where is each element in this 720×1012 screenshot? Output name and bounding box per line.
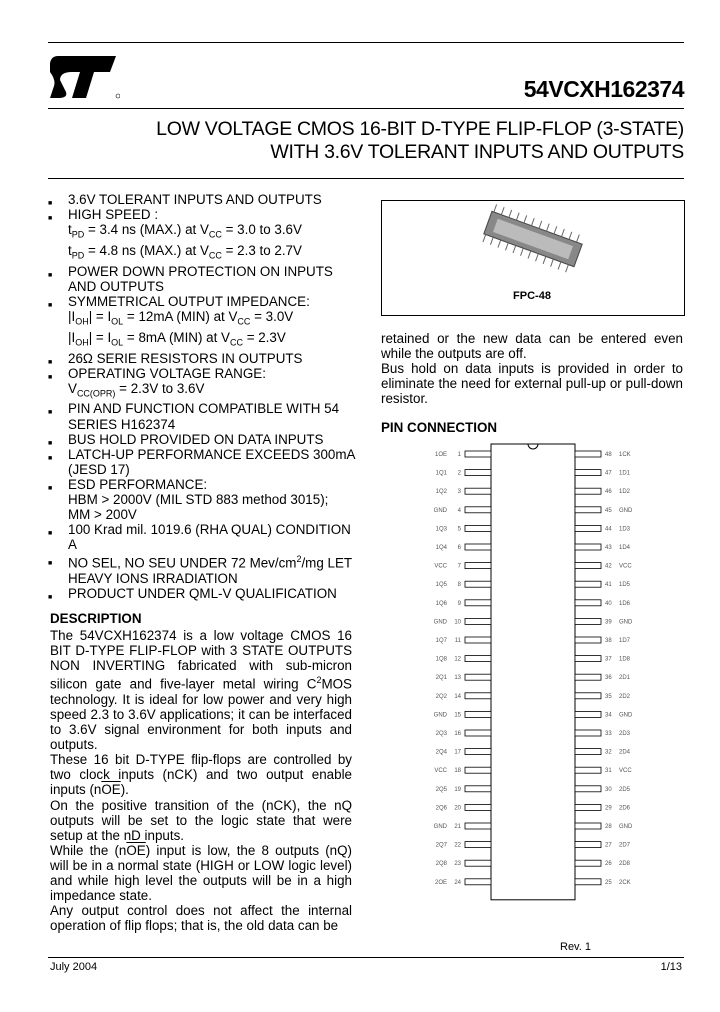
pin-label-right: VCC bbox=[619, 563, 632, 570]
pin-number-right: 46 bbox=[605, 489, 612, 496]
pin-label-left: VCC bbox=[434, 563, 447, 570]
pin-right bbox=[575, 711, 601, 717]
pin-number-left: 7 bbox=[457, 563, 461, 570]
pin-left bbox=[465, 488, 491, 494]
pin-number-left: 6 bbox=[457, 545, 461, 551]
pin-number-right: 26 bbox=[605, 861, 612, 868]
pin-left bbox=[465, 507, 491, 513]
pin-label-left: 2Q6 bbox=[435, 805, 447, 812]
pin-right bbox=[575, 600, 601, 606]
pin-label-right: 2D5 bbox=[619, 786, 631, 793]
pin-left bbox=[465, 804, 491, 810]
feature-item: ■ ESD PERFORMANCE: HBM > 2000V (MIL STD 883 method 3015); MM > 200V bbox=[48, 476, 329, 523]
pin-number-right: 30 bbox=[605, 786, 612, 793]
pin-right bbox=[575, 804, 601, 810]
pin-label-right: 2D6 bbox=[619, 805, 631, 812]
pin-right bbox=[575, 507, 601, 513]
pin-right bbox=[575, 544, 601, 550]
pin-number-left: 12 bbox=[454, 656, 461, 663]
pin-number-right: 42 bbox=[605, 563, 612, 570]
pin-connection-heading: PIN CONNECTION bbox=[381, 420, 498, 435]
feature-item: ■ 100 Krad mil. 1019.6 (RHA QUAL) CONDITION A bbox=[48, 522, 351, 553]
pin-label-right: 2D3 bbox=[619, 731, 631, 737]
pin-number-right: 32 bbox=[605, 749, 612, 756]
pin-number-left: 20 bbox=[454, 805, 461, 812]
pin-right bbox=[575, 581, 601, 587]
pin-right bbox=[575, 451, 601, 457]
description-continued: retained or the new data can be entered even while the outputs are off. Bus hold on data inputs is provided in order to eliminate the need for external pull-up or pull-down resistor. bbox=[381, 331, 683, 407]
feature-item: ■ OPERATING VOLTAGE RANGE: $V_{CC(OPR)} = 2.3V$ to 3.6V bbox=[48, 365, 266, 399]
feature-item: ■ BUS HOLD PROVIDED ON DATA INPUTS bbox=[48, 431, 324, 447]
pin-right bbox=[575, 563, 601, 569]
pin-label-right: GND bbox=[619, 712, 633, 719]
st-logo-icon bbox=[50, 52, 120, 102]
pin-label-right: 2D1 bbox=[619, 675, 631, 682]
package-label: FPC-48 bbox=[513, 290, 551, 302]
pin-label-left: GND bbox=[433, 824, 447, 830]
pin-number-right: 37 bbox=[605, 656, 612, 663]
pin-left bbox=[465, 451, 491, 457]
pin-number-right: 28 bbox=[605, 824, 612, 830]
pin-label-right: GND bbox=[619, 824, 633, 830]
pin-label-right: 2D8 bbox=[619, 861, 631, 868]
pin-left bbox=[465, 749, 491, 755]
pin-number-right: 34 bbox=[605, 712, 612, 719]
pin-label-right: 1D1 bbox=[619, 470, 631, 477]
pin-left bbox=[465, 618, 491, 624]
pin-label-right: 2D4 bbox=[619, 749, 631, 756]
footer-date: July 2004 bbox=[50, 961, 98, 973]
pin-left bbox=[465, 767, 491, 773]
pin-number-right: 33 bbox=[605, 731, 612, 737]
pin-number-left: 15 bbox=[454, 712, 461, 719]
pin-label-right: 1CK bbox=[619, 452, 631, 458]
pin-right bbox=[575, 767, 601, 773]
pin-right bbox=[575, 618, 601, 624]
ic-body bbox=[491, 444, 575, 900]
pin-label-left: 2Q8 bbox=[435, 861, 447, 868]
pin-right bbox=[575, 674, 601, 680]
pin-label-left: 2Q7 bbox=[435, 842, 447, 849]
title-line-1: LOW VOLTAGE CMOS 16-BIT D-TYPE FLIP-FLOP (3-STATE) bbox=[156, 118, 684, 140]
pin-number-left: 10 bbox=[454, 619, 461, 626]
pin-right bbox=[575, 823, 601, 829]
pin-label-right: 1D5 bbox=[619, 582, 631, 589]
pin-number-left: 5 bbox=[457, 526, 461, 533]
pin-number-right: 29 bbox=[605, 805, 612, 812]
pin-label-left: 1Q4 bbox=[435, 545, 447, 551]
pin-number-left: 19 bbox=[454, 786, 461, 793]
pin-label-right: GND bbox=[619, 619, 633, 626]
pin-label-left: 2Q2 bbox=[435, 693, 447, 700]
footer-page-number: 1/13 bbox=[660, 961, 682, 973]
pin-number-left: 2 bbox=[457, 470, 461, 477]
pin-label-right: 2D2 bbox=[619, 693, 631, 700]
header-rule bbox=[48, 108, 684, 109]
part-number: 54VCXH162374 bbox=[523, 76, 684, 102]
pin-label-left: GND bbox=[433, 712, 447, 719]
pin-label-right: GND bbox=[619, 507, 633, 514]
footer-rule bbox=[48, 957, 684, 958]
pin-label-right: 1D2 bbox=[619, 489, 631, 496]
pin-left bbox=[465, 581, 491, 587]
feature-list bbox=[48, 192, 358, 601]
pin-label-right: 1D4 bbox=[619, 545, 631, 551]
pin-right bbox=[575, 786, 601, 792]
pin-left bbox=[465, 823, 491, 829]
pin-number-right: 44 bbox=[605, 526, 612, 533]
pin-right bbox=[575, 749, 601, 755]
pin-left bbox=[465, 693, 491, 699]
pin-number-left: 13 bbox=[454, 675, 461, 682]
pin-label-left: 1OE bbox=[434, 452, 447, 458]
feature-item: ■ POWER DOWN PROTECTION ON INPUTS AND OUTPUTS bbox=[48, 263, 333, 294]
pin-label-left: 1Q2 bbox=[435, 489, 447, 496]
pin-right bbox=[575, 470, 601, 476]
pin-label-left: 1Q5 bbox=[435, 582, 447, 589]
pin-left bbox=[465, 525, 491, 531]
pin-number-right: 35 bbox=[605, 693, 612, 700]
pin-left bbox=[465, 470, 491, 476]
pin-label-right: 2CK bbox=[619, 879, 631, 886]
package-image bbox=[382, 201, 684, 291]
pin-number-right: 25 bbox=[605, 879, 612, 886]
pin-label-left: VCC bbox=[434, 768, 447, 775]
pin-left bbox=[465, 656, 491, 662]
pin-number-left: 9 bbox=[457, 600, 461, 607]
pin-label-left: 1Q8 bbox=[435, 656, 447, 663]
pin-right bbox=[575, 656, 601, 662]
pin-right bbox=[575, 525, 601, 531]
feature-item: ■ PIN AND FUNCTION COMPATIBLE WITH 54 SERIES H162374 bbox=[48, 401, 340, 432]
pin-label-left: 1Q7 bbox=[435, 638, 447, 644]
pin-label-left: 1Q1 bbox=[435, 470, 447, 477]
pin-left bbox=[465, 563, 491, 569]
pin-left bbox=[465, 637, 491, 643]
pin-number-left: 24 bbox=[454, 879, 461, 886]
pin-label-left: 1Q6 bbox=[435, 600, 447, 607]
pin-number-right: 27 bbox=[605, 842, 612, 849]
feature-item: ■ PRODUCT UNDER QML-V QUALIFICATION bbox=[48, 586, 337, 602]
title-rule bbox=[48, 178, 684, 179]
feature-item: ■ 3.6V TOLERANT INPUTS AND OUTPUTS bbox=[48, 192, 322, 207]
pin-label-left: 2Q3 bbox=[435, 731, 447, 737]
pin-number-left: 23 bbox=[454, 861, 461, 868]
revision: Rev. 1 bbox=[560, 941, 591, 953]
pin-number-right: 47 bbox=[605, 470, 612, 477]
top-rule bbox=[48, 42, 684, 43]
pin-right bbox=[575, 637, 601, 643]
pin-left bbox=[465, 860, 491, 866]
pin-right bbox=[575, 879, 601, 885]
description-body: The 54VCXH162374 is a low voltage CMOS 16 BIT D-TYPE FLIP-FLOP with 3 STATE OUTPUTS NON INVERTING fabricated with sub-micron silicon gate and five-layer metal wiring $C^2MOS$ technology. It is ideal for low power and very high speed 2.3 to 3.6V applications; it can be interfaced to 3.6V signal environment for both inputs and outputs. These 16 bit D-TYPE flip-flops are controlled by two clock inputs (nCK) and two output enable inputs $(n\overline{OE})$. On the positive transition of the (nCK), the nQ outputs will be set to the logic state that were setup at the nD inputs. While the $(n\overline{OE})$ input is low, the 8 outputs (nQ) will be in a normal state (HIGH or LOW logic level) and while high level the outputs will be in a high impedance state. Any output control does not affect the internal operation of flip flops; that is, the old data can be bbox=[50, 628, 352, 934]
pin-label-right: 1D6 bbox=[619, 600, 631, 607]
pin-number-right: 48 bbox=[605, 452, 612, 458]
feature-item: ■ LATCH-UP PERFORMANCE EXCEEDS 300mA (JESD 17) bbox=[48, 446, 355, 477]
pin-left bbox=[465, 879, 491, 885]
description-heading: DESCRIPTION bbox=[50, 611, 142, 626]
pin-left bbox=[465, 786, 491, 792]
pin-label-right: VCC bbox=[619, 768, 632, 775]
pin-label-left: 2Q1 bbox=[435, 675, 447, 682]
feature-item: ■ NO SEL, NO SEU UNDER 72 Mev/$cm^2/mg$ LET HEAVY IONS IRRADIATION bbox=[48, 554, 352, 586]
pin-number-left: 11 bbox=[454, 638, 461, 644]
pin-number-left: 14 bbox=[454, 693, 461, 700]
pin-label-left: 2OE bbox=[434, 879, 447, 886]
pin-label-left: GND bbox=[433, 507, 447, 514]
pin-right bbox=[575, 860, 601, 866]
feature-item: ■ 26Ω SERIE RESISTORS IN OUTPUTS bbox=[48, 350, 303, 366]
pin-left bbox=[465, 544, 491, 550]
pin-right bbox=[575, 693, 601, 699]
pin-connection-diagram bbox=[381, 440, 683, 930]
pin-right bbox=[575, 730, 601, 736]
pin-left bbox=[465, 674, 491, 680]
pin-number-left: 22 bbox=[454, 842, 461, 849]
title-line-2: WITH 3.6V TOLERANT INPUTS AND OUTPUTS bbox=[270, 141, 684, 163]
pin-label-right: 1D3 bbox=[619, 526, 631, 533]
pin-number-left: 3 bbox=[457, 489, 461, 496]
pin-left bbox=[465, 842, 491, 848]
pin-number-right: 41 bbox=[605, 582, 612, 589]
pin-number-left: 8 bbox=[457, 582, 461, 589]
pin-label-right: 1D8 bbox=[619, 656, 631, 663]
pin-number-right: 40 bbox=[605, 600, 612, 607]
pin-number-left: 16 bbox=[454, 731, 461, 737]
pin-number-right: 39 bbox=[605, 619, 612, 626]
pin-left bbox=[465, 711, 491, 717]
feature-item: ■ HIGH SPEED : $t_{PD} = 3.4$ ns (MAX.) at $V_{CC} = 3.0$ to 3.6V $t_{PD} = 4.8$ ns (MAX.) at $V_{CC} = 2.3$ to 2.7V bbox=[48, 207, 302, 261]
pin-left bbox=[465, 730, 491, 736]
document-title bbox=[48, 118, 684, 164]
pin-label-left: 2Q4 bbox=[435, 749, 447, 756]
pin-number-right: 36 bbox=[605, 675, 612, 682]
pin-label-right: 2D7 bbox=[619, 842, 631, 849]
pin-number-right: 45 bbox=[605, 507, 612, 514]
pin-number-right: 31 bbox=[605, 768, 612, 775]
pin-label-left: 2Q5 bbox=[435, 786, 447, 793]
pin-left bbox=[465, 600, 491, 606]
pin-number-left: 21 bbox=[454, 824, 461, 830]
pin-label-left: 1Q3 bbox=[435, 526, 447, 533]
pin-number-left: 17 bbox=[454, 749, 461, 756]
pin-right bbox=[575, 842, 601, 848]
pin-label-left: GND bbox=[433, 619, 447, 626]
pin-number-right: 43 bbox=[605, 545, 612, 551]
feature-item: ■ SYMMETRICAL OUTPUT IMPEDANCE: $|I_{OH}| = I_{OL} = 12mA$ (MIN) at $V_{CC} = 3.0V$ $|I_{OH}| = I_{OL} = 8mA$ (MIN) at $V_{CC} = 2.3V$ bbox=[48, 293, 310, 348]
pin-number-left: 4 bbox=[457, 507, 461, 514]
pin-right bbox=[575, 488, 601, 494]
pin-number-right: 38 bbox=[605, 638, 612, 644]
pin-number-left: 18 bbox=[454, 768, 461, 775]
pin-label-right: 1D7 bbox=[619, 638, 631, 644]
pin-number-left: 1 bbox=[457, 452, 461, 458]
